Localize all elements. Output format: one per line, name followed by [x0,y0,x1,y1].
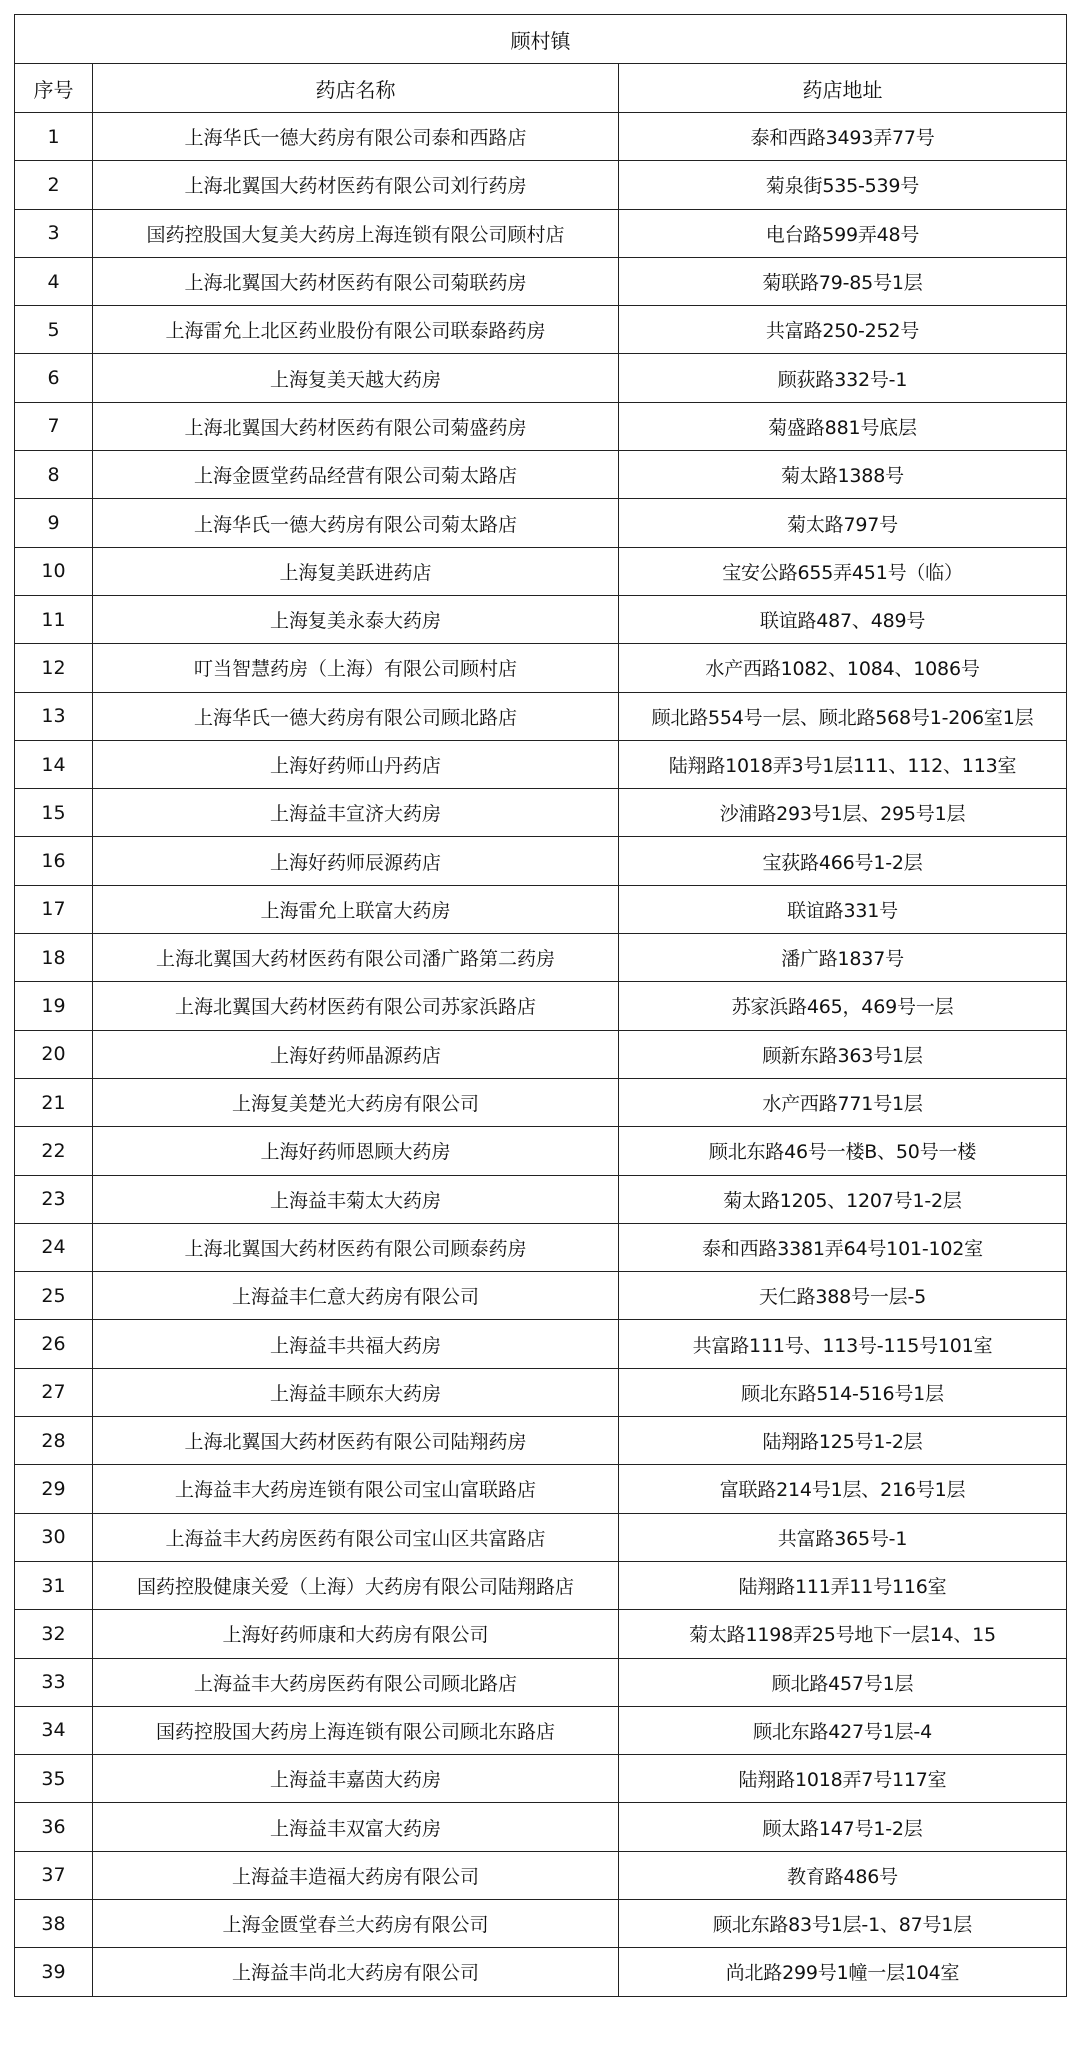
cell-pharmacy-name: 国药控股国大复美大药房上海连锁有限公司顾村店 [93,209,619,257]
table-row [15,1272,1067,1320]
table-row [15,354,1067,402]
cell-pharmacy-name: 上海北翼国大药材医药有限公司顾泰药房 [93,1223,619,1271]
cell-pharmacy-address: 顾北东路46号一楼B、50号一楼 [619,1127,1067,1175]
table-row [15,644,1067,692]
cell-pharmacy-name: 上海金匮堂春兰大药房有限公司 [93,1899,619,1947]
table-row [15,113,1067,161]
cell-no: 16 [15,837,93,885]
cell-no: 33 [15,1658,93,1706]
table-row [15,257,1067,305]
table-row [15,1948,1067,1996]
cell-pharmacy-address: 潘广路1837号 [619,934,1067,982]
table-row [15,789,1067,837]
cell-pharmacy-name: 上海北翼国大药材医药有限公司陆翔药房 [93,1417,619,1465]
table-row [15,1175,1067,1223]
cell-no: 36 [15,1803,93,1851]
cell-pharmacy-address: 共富路365号-1 [619,1513,1067,1561]
cell-pharmacy-name: 上海复美永泰大药房 [93,595,619,643]
table-header-row [15,64,1067,113]
cell-no: 24 [15,1223,93,1271]
table-row [15,885,1067,933]
cell-no: 7 [15,402,93,450]
cell-pharmacy-name: 上海华氏一德大药房有限公司菊太路店 [93,499,619,547]
table-row [15,1127,1067,1175]
cell-no: 4 [15,257,93,305]
cell-no: 3 [15,209,93,257]
cell-pharmacy-address: 菊太路1205、1207号1-2层 [619,1175,1067,1223]
cell-no: 15 [15,789,93,837]
cell-no: 29 [15,1465,93,1513]
cell-pharmacy-name: 上海复美楚光大药房有限公司 [93,1078,619,1126]
cell-pharmacy-address: 陆翔路1018弄3号1层111、112、113室 [619,740,1067,788]
cell-pharmacy-address: 宝安公路655弄451号（临） [619,547,1067,595]
cell-pharmacy-address: 联谊路487、489号 [619,595,1067,643]
cell-pharmacy-name: 上海北翼国大药材医药有限公司菊联药房 [93,257,619,305]
cell-pharmacy-name: 上海好药师康和大药房有限公司 [93,1610,619,1658]
cell-no: 35 [15,1755,93,1803]
table-row [15,1320,1067,1368]
cell-pharmacy-address: 宝荻路466号1-2层 [619,837,1067,885]
cell-pharmacy-name: 上海益丰造福大药房有限公司 [93,1851,619,1899]
cell-pharmacy-name: 上海北翼国大药材医药有限公司潘广路第二药房 [93,934,619,982]
cell-pharmacy-name: 上海雷允上北区药业股份有限公司联泰路药房 [93,306,619,354]
cell-pharmacy-address: 菊太路1198弄25号地下一层14、15 [619,1610,1067,1658]
cell-no: 39 [15,1948,93,1996]
cell-pharmacy-name: 上海益丰共福大药房 [93,1320,619,1368]
cell-pharmacy-address: 陆翔路125号1-2层 [619,1417,1067,1465]
cell-pharmacy-name: 上海好药师恩顾大药房 [93,1127,619,1175]
cell-pharmacy-address: 水产西路771号1层 [619,1078,1067,1126]
cell-pharmacy-address: 菊太路1388号 [619,451,1067,499]
table-row [15,1223,1067,1271]
cell-no: 38 [15,1899,93,1947]
cell-pharmacy-address: 陆翔路111弄11号116室 [619,1561,1067,1609]
cell-no: 23 [15,1175,93,1223]
table-row [15,1706,1067,1754]
cell-pharmacy-name: 上海益丰双富大药房 [93,1803,619,1851]
cell-pharmacy-address: 共富路111号、113号-115号101室 [619,1320,1067,1368]
cell-pharmacy-address: 尚北路299号1幢一层104室 [619,1948,1067,1996]
cell-no: 8 [15,451,93,499]
cell-pharmacy-address: 教育路486号 [619,1851,1067,1899]
cell-pharmacy-name: 上海好药师山丹药店 [93,740,619,788]
cell-pharmacy-address: 泰和西路3381弄64号101-102室 [619,1223,1067,1271]
cell-pharmacy-name: 上海雷允上联富大药房 [93,885,619,933]
table-row [15,1899,1067,1947]
cell-pharmacy-address: 泰和西路3493弄77号 [619,113,1067,161]
cell-no: 13 [15,692,93,740]
cell-no: 20 [15,1030,93,1078]
cell-no: 17 [15,885,93,933]
cell-pharmacy-name: 上海益丰大药房医药有限公司顾北路店 [93,1658,619,1706]
table-row [15,402,1067,450]
cell-no: 11 [15,595,93,643]
table-row [15,451,1067,499]
cell-pharmacy-address: 顾北东路427号1层-4 [619,1706,1067,1754]
cell-no: 32 [15,1610,93,1658]
table-row [15,740,1067,788]
table-row [15,934,1067,982]
table-row [15,306,1067,354]
cell-pharmacy-name: 上海益丰尚北大药房有限公司 [93,1948,619,1996]
table-row [15,499,1067,547]
cell-pharmacy-name: 上海益丰大药房医药有限公司宝山区共富路店 [93,1513,619,1561]
table-title: 顾村镇 [15,15,1067,64]
cell-no: 2 [15,161,93,209]
table-row [15,1561,1067,1609]
cell-pharmacy-name: 上海益丰菊太大药房 [93,1175,619,1223]
cell-pharmacy-name: 国药控股健康关爱（上海）大药房有限公司陆翔路店 [93,1561,619,1609]
cell-pharmacy-address: 菊泉街535-539号 [619,161,1067,209]
cell-pharmacy-name: 上海复美天越大药房 [93,354,619,402]
cell-pharmacy-address: 顾荻路332号-1 [619,354,1067,402]
cell-no: 9 [15,499,93,547]
cell-no: 19 [15,982,93,1030]
cell-pharmacy-address: 顾北东路83号1层-1、87号1层 [619,1899,1067,1947]
cell-no: 25 [15,1272,93,1320]
cell-pharmacy-address: 顾太路147号1-2层 [619,1803,1067,1851]
cell-no: 12 [15,644,93,692]
table-row [15,837,1067,885]
cell-pharmacy-address: 顾北路457号1层 [619,1658,1067,1706]
cell-pharmacy-address: 菊联路79-85号1层 [619,257,1067,305]
cell-pharmacy-address: 天仁路388号一层-5 [619,1272,1067,1320]
table-row [15,161,1067,209]
table-row [15,1368,1067,1416]
cell-pharmacy-name: 上海好药师辰源药店 [93,837,619,885]
cell-pharmacy-address: 陆翔路1018弄7号117室 [619,1755,1067,1803]
table-row [15,1803,1067,1851]
cell-pharmacy-name: 叮当智慧药房（上海）有限公司顾村店 [93,644,619,692]
cell-pharmacy-address: 顾北路554号一层、顾北路568号1-206室1层 [619,692,1067,740]
cell-pharmacy-address: 苏家浜路465，469号一层 [619,982,1067,1030]
table-row [15,1755,1067,1803]
cell-pharmacy-name: 上海益丰宣济大药房 [93,789,619,837]
column-header-no: 序号 [15,64,93,113]
cell-pharmacy-name: 上海北翼国大药材医药有限公司苏家浜路店 [93,982,619,1030]
cell-pharmacy-address: 顾新东路363号1层 [619,1030,1067,1078]
cell-pharmacy-name: 上海金匮堂药品经营有限公司菊太路店 [93,451,619,499]
cell-pharmacy-address: 菊太路797号 [619,499,1067,547]
table-row [15,1658,1067,1706]
cell-pharmacy-name: 上海益丰顾东大药房 [93,1368,619,1416]
cell-no: 34 [15,1706,93,1754]
column-header-name: 药店名称 [93,64,619,113]
cell-pharmacy-name: 国药控股国大药房上海连锁有限公司顾北东路店 [93,1706,619,1754]
cell-no: 31 [15,1561,93,1609]
cell-pharmacy-address: 顾北东路514-516号1层 [619,1368,1067,1416]
cell-pharmacy-address: 联谊路331号 [619,885,1067,933]
cell-pharmacy-address: 水产西路1082、1084、1086号 [619,644,1067,692]
cell-pharmacy-name: 上海益丰嘉茵大药房 [93,1755,619,1803]
pharmacy-list-sheet [14,14,1066,1997]
table-row [15,1417,1067,1465]
cell-no: 14 [15,740,93,788]
table-title-row [15,15,1067,64]
cell-pharmacy-address: 电台路599弄48号 [619,209,1067,257]
table-row [15,1078,1067,1126]
cell-no: 22 [15,1127,93,1175]
table-row [15,209,1067,257]
cell-pharmacy-address: 沙浦路293号1层、295号1层 [619,789,1067,837]
table-row [15,1465,1067,1513]
cell-pharmacy-name: 上海益丰仁意大药房有限公司 [93,1272,619,1320]
cell-no: 30 [15,1513,93,1561]
cell-no: 27 [15,1368,93,1416]
cell-pharmacy-name: 上海北翼国大药材医药有限公司菊盛药房 [93,402,619,450]
cell-no: 18 [15,934,93,982]
cell-no: 28 [15,1417,93,1465]
cell-pharmacy-address: 菊盛路881号底层 [619,402,1067,450]
cell-pharmacy-name: 上海复美跃进药店 [93,547,619,595]
table-row [15,1030,1067,1078]
cell-pharmacy-name: 上海益丰大药房连锁有限公司宝山富联路店 [93,1465,619,1513]
cell-no: 26 [15,1320,93,1368]
table-row [15,692,1067,740]
cell-pharmacy-name: 上海好药师晶源药店 [93,1030,619,1078]
table-row [15,1610,1067,1658]
cell-pharmacy-address: 共富路250-252号 [619,306,1067,354]
cell-pharmacy-name: 上海华氏一德大药房有限公司泰和西路店 [93,113,619,161]
cell-no: 10 [15,547,93,595]
column-header-address: 药店地址 [619,64,1067,113]
cell-pharmacy-name: 上海北翼国大药材医药有限公司刘行药房 [93,161,619,209]
cell-pharmacy-address: 富联路214号1层、216号1层 [619,1465,1067,1513]
cell-no: 6 [15,354,93,402]
table-row [15,595,1067,643]
table-row [15,547,1067,595]
table-row [15,1513,1067,1561]
cell-no: 37 [15,1851,93,1899]
cell-pharmacy-name: 上海华氏一德大药房有限公司顾北路店 [93,692,619,740]
cell-no: 21 [15,1078,93,1126]
cell-no: 1 [15,113,93,161]
pharmacy-table [14,14,1067,1997]
cell-no: 5 [15,306,93,354]
table-row [15,982,1067,1030]
table-row [15,1851,1067,1899]
